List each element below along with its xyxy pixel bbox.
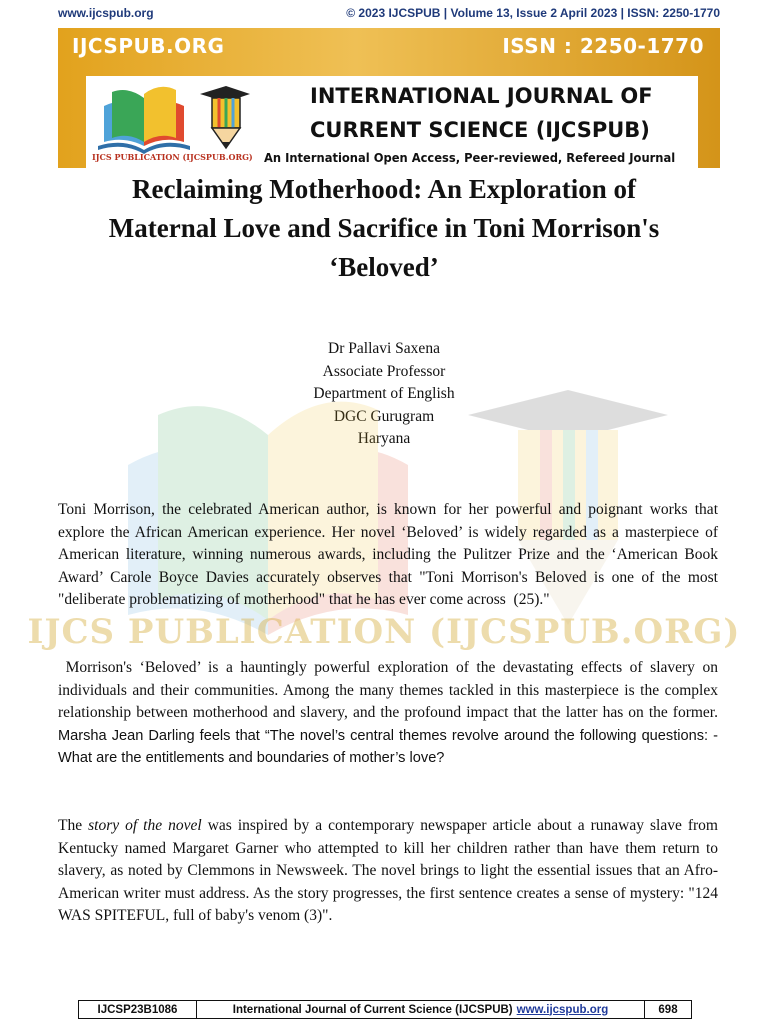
author-department: Department of English bbox=[313, 385, 455, 402]
paragraph-text-b: was inspired by a contemporary newspaper article about a runaway slave from Kentucky named Margaret Garner who attempted to kill her children rather than have them return to slavery, as noted by Clemmons in Newsweek. The novel brings to light the essential issues that an Afro-American writer must address. As the story progresses, the first sentence creates a sense of mystery: "124 WAS SPITEFUL, full of baby's venom (3)". bbox=[58, 817, 718, 925]
graduation-cap-pencil-icon bbox=[200, 86, 250, 148]
page-footer bbox=[78, 1000, 692, 1019]
author-position: Associate Professor bbox=[322, 362, 446, 380]
author-name: Dr Pallavi Saxena bbox=[328, 340, 440, 357]
paragraph-italic: story of the novel bbox=[88, 817, 202, 834]
paragraph-text bbox=[58, 815, 718, 928]
journal-name-line1: INTERNATIONAL JOURNAL OF bbox=[310, 84, 653, 108]
watermark-text: IJCS PUBLICATION (IJCSPUB.ORG) bbox=[27, 612, 741, 652]
journal-banner bbox=[58, 28, 720, 168]
footer-url-link[interactable]: www.ijcspub.org bbox=[516, 1003, 609, 1016]
journal-subtitle: An International Open Access, Peer-reviewed, Refereed Journal bbox=[264, 150, 676, 165]
paragraph-text: Toni Morrison, the celebrated American author, is known for her powerful and poignant works that explore the African American experience. Her novel ‘Beloved’ is widely regarded as a masterpiece of American literature, winning numerous awards, including the Pulitzer Prize and the ‘American Book Award’ Carole Boyce Davies accurately observes that "Toni Morrison's Beloved is one of the most "deliberate problematizing of motherhood" that he has ever come across (25)." bbox=[58, 501, 718, 609]
article-title bbox=[40, 170, 728, 287]
paragraph-3 bbox=[58, 815, 718, 928]
banner-brand: IJCSPUB.ORG bbox=[72, 34, 225, 58]
title-line: ‘Beloved’ bbox=[329, 252, 439, 282]
paragraph-quote: Marsha Jean Darling feels that “The novel’s central themes revolve around the following questions: - What are the entitlements and boundaries of mother’s love? bbox=[58, 727, 718, 767]
book-icon bbox=[98, 87, 190, 154]
title-line: Maternal Love and Sacrifice in Toni Morrison's bbox=[108, 213, 660, 243]
author-institution: DGC Gurugram bbox=[333, 407, 435, 425]
footer-paper-id: IJCSP23B1086 bbox=[79, 1001, 197, 1018]
footer-journal-name: International Journal of Current Science (IJCSPUB) bbox=[232, 1003, 513, 1016]
banner-issn: ISSN : 2250-1770 bbox=[502, 34, 704, 58]
footer-journal bbox=[197, 1001, 645, 1018]
author-state: Haryana bbox=[357, 430, 411, 447]
paragraph-2 bbox=[58, 657, 718, 770]
journal-name-line2: CURRENT SCIENCE (IJCSPUB) bbox=[310, 118, 650, 142]
paragraph-text-a: The bbox=[58, 817, 89, 834]
paragraph-1 bbox=[58, 499, 718, 612]
paragraph-text-a: Morrison's ‘Beloved’ is a hauntingly powerful exploration of the devastating effects of slavery on individuals and their communities. Among the many themes tackled in this masterpiece is the complex relationship between motherhood and slavery, and the profound impact that the latter has on the former. bbox=[58, 659, 718, 722]
paragraph-text bbox=[58, 657, 718, 770]
logo-caption: IJCS PUBLICATION (IJCSPUB.ORG) bbox=[92, 152, 253, 162]
title-line: Reclaiming Motherhood: An Exploration of bbox=[132, 174, 636, 204]
header-issue-info: © 2023 IJCSPUB | Volume 13, Issue 2 April 2023 | ISSN: 2250-1770 bbox=[346, 6, 720, 20]
banner-inner-panel bbox=[86, 76, 698, 168]
footer-page-number: 698 bbox=[658, 1003, 678, 1016]
header-website[interactable]: www.ijcspub.org bbox=[58, 6, 154, 20]
running-header bbox=[58, 6, 720, 24]
